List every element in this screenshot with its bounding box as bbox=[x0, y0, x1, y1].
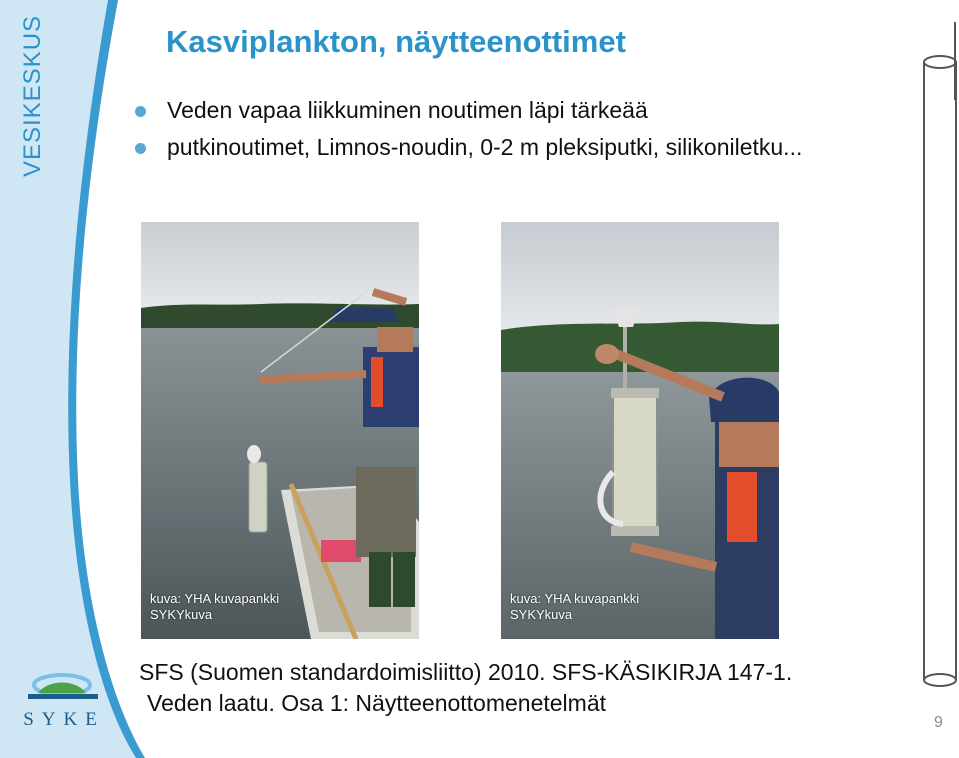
brand-vertical-text: VESIKESKUS bbox=[19, 14, 46, 178]
reference-text bbox=[139, 657, 792, 719]
photo-boat-sampler bbox=[141, 222, 419, 639]
syke-logo bbox=[14, 665, 114, 735]
caption-line: SYKYkuva bbox=[510, 607, 573, 622]
bullet-dot-icon bbox=[135, 106, 146, 117]
sidebar bbox=[0, 0, 145, 758]
bullet-text: Veden vapaa liikkuminen noutimen läpi tärkeää bbox=[167, 97, 648, 123]
bullet-text: putkinoutimet, Limnos-noudin, 0-2 m pleksiputki, silikoniletku... bbox=[167, 134, 803, 160]
caption-line: SYKYkuva bbox=[150, 607, 213, 622]
logo-text: SYKE bbox=[23, 709, 105, 730]
photo-caption bbox=[150, 591, 279, 623]
tube-illustration bbox=[916, 20, 959, 696]
bullet-item bbox=[131, 92, 891, 129]
bullet-item bbox=[131, 129, 807, 166]
reference-line: SFS (Suomen standardoimisliitto) 2010. SFS-KÄSIKIRJA 147-1. bbox=[139, 659, 793, 685]
bullet-list bbox=[131, 92, 891, 166]
syke-logo-icon bbox=[14, 665, 114, 709]
caption-line: kuva: YHA kuvapankki bbox=[150, 591, 280, 606]
photo-caption bbox=[510, 591, 639, 623]
bullet-dot-icon bbox=[135, 143, 146, 154]
slide-title: Kasviplankton, näytteenottimet bbox=[166, 24, 626, 59]
photo-boat-sampler-image bbox=[141, 222, 419, 639]
page-number: 9 bbox=[934, 714, 943, 731]
photo-limnos-sampler bbox=[501, 222, 779, 639]
reference-line: Veden laatu. Osa 1: Näytteenottomenetelmät bbox=[147, 690, 607, 716]
caption-line: kuva: YHA kuvapankki bbox=[510, 591, 640, 606]
photo-limnos-sampler-image bbox=[501, 222, 779, 639]
